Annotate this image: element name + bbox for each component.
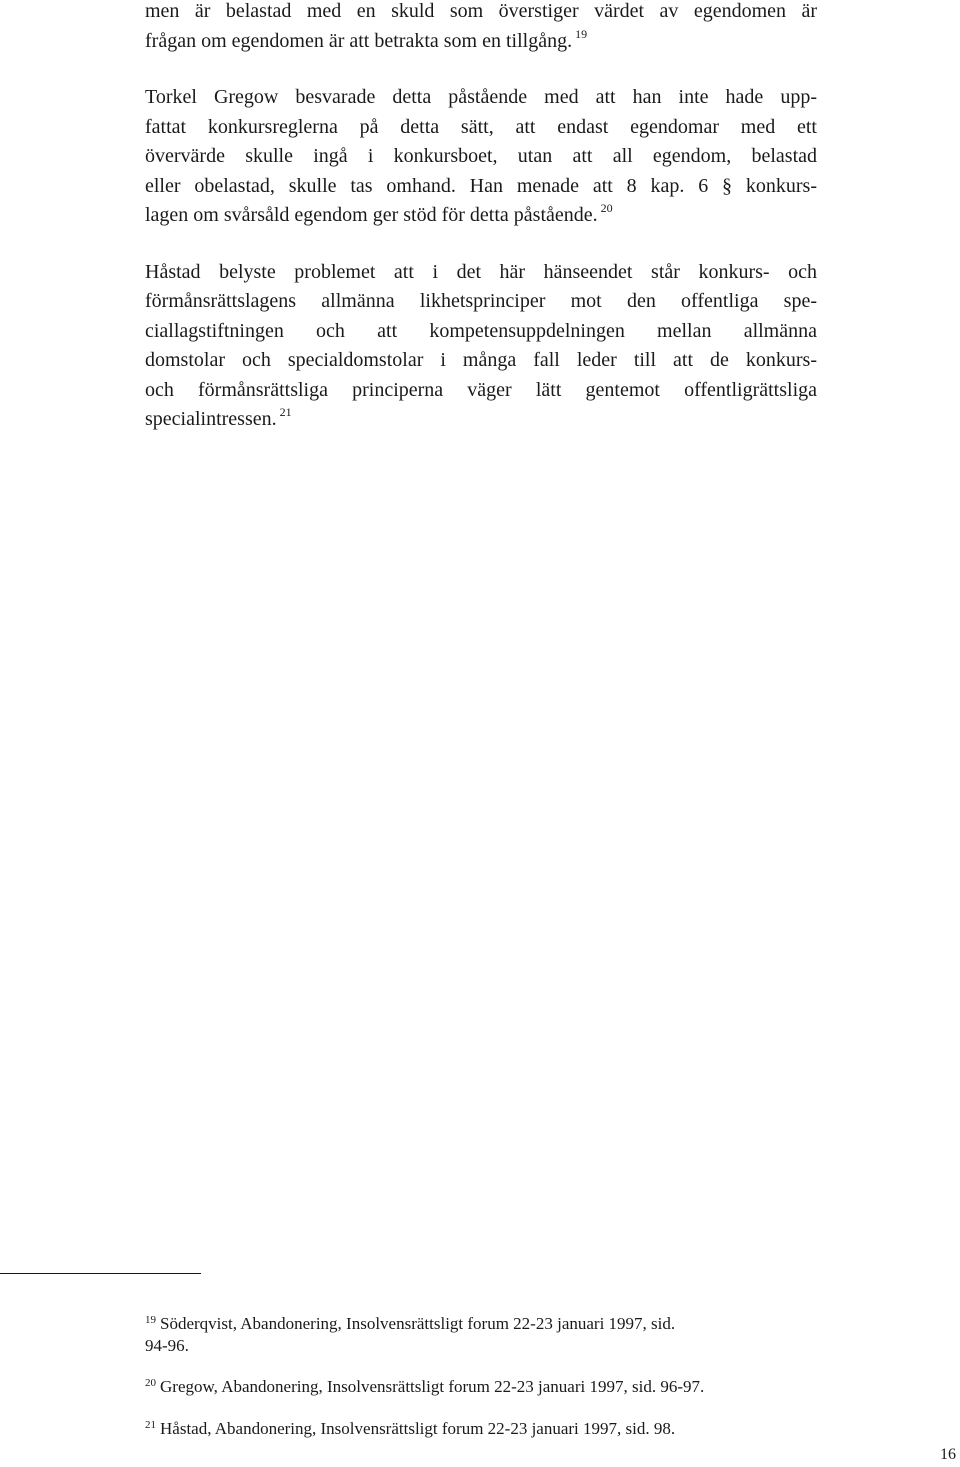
footnote-20 [145,1376,704,1398]
text-line: lagen om svårsåld egendom ger stöd för detta påstående. $^{20}$ [145,201,613,226]
text-line: och förmånsrättsliga principerna väger lätt gentemot offentligrättsliga [145,378,817,401]
footnote-mark: 20 [145,1377,156,1389]
text-line: Torkel Gregow besvarade detta påstående med att han inte hade upp- [145,86,817,108]
footnote-text: Söderqvist, Abandonering, Insolvensrättsligt forum 22-23 januari 1997, sid. [160,1314,676,1333]
text-line: fattat konkursreglerna på detta sätt, att endast egendomar med ett [145,115,817,138]
footnote-21 [145,1418,675,1440]
footnote-mark: 19 [145,1314,156,1326]
footnote-text: Gregow, Abandonering, Insolvensrättsligt forum 22-23 januari 1997, sid. 96-97. [160,1377,705,1396]
footnote-reference[interactable]: 19 [575,26,588,41]
text-line: Håstad belyste problemet att i det här hänseendet står konkurs- och [145,260,817,283]
page-number: 16 [940,1446,956,1463]
text-line: ciallagstiftningen och att kompetensuppdelningen mellan allmänna [145,319,817,342]
paragraph-3 [145,258,817,435]
footnote-19-continued [145,1335,189,1357]
text-line: domstolar och specialdomstolar i många fall leder till att de konkurs- [145,349,817,371]
footnote-text: Håstad, Abandonering, Insolvensrättsligt forum 22-23 januari 1997, sid. 98. [160,1419,676,1438]
footnote-reference[interactable]: 21 [279,405,292,419]
text-line: specialintressen. $^{21}$ [145,405,292,430]
footnote-divider [0,1273,201,1274]
footnote-19 [145,1313,675,1335]
text-line: men är belastad med en skuld som överstiger värdet av egendomen är [145,0,817,22]
text-line: övervärde skulle ingå i konkursboet, utan att all egendom, belastad [145,145,817,167]
paragraph-2 [145,83,817,231]
body-text [145,0,817,462]
text-line: förmånsrättslagens allmänna likhetsprinciper mot den offentliga spe- [145,290,817,312]
footnote-mark: 21 [145,1419,156,1431]
text-line: frågan om egendomen är att betrakta som en tillgång. $^{19}$ [145,26,588,52]
paragraph-1 [145,0,817,56]
footnote-text: 94-96. [145,1336,189,1355]
footnote-reference[interactable]: 20 [600,201,613,215]
text-line: eller obelastad, skulle tas omhand. Han menade att 8 kap. 6 § konkurs- [145,174,817,197]
